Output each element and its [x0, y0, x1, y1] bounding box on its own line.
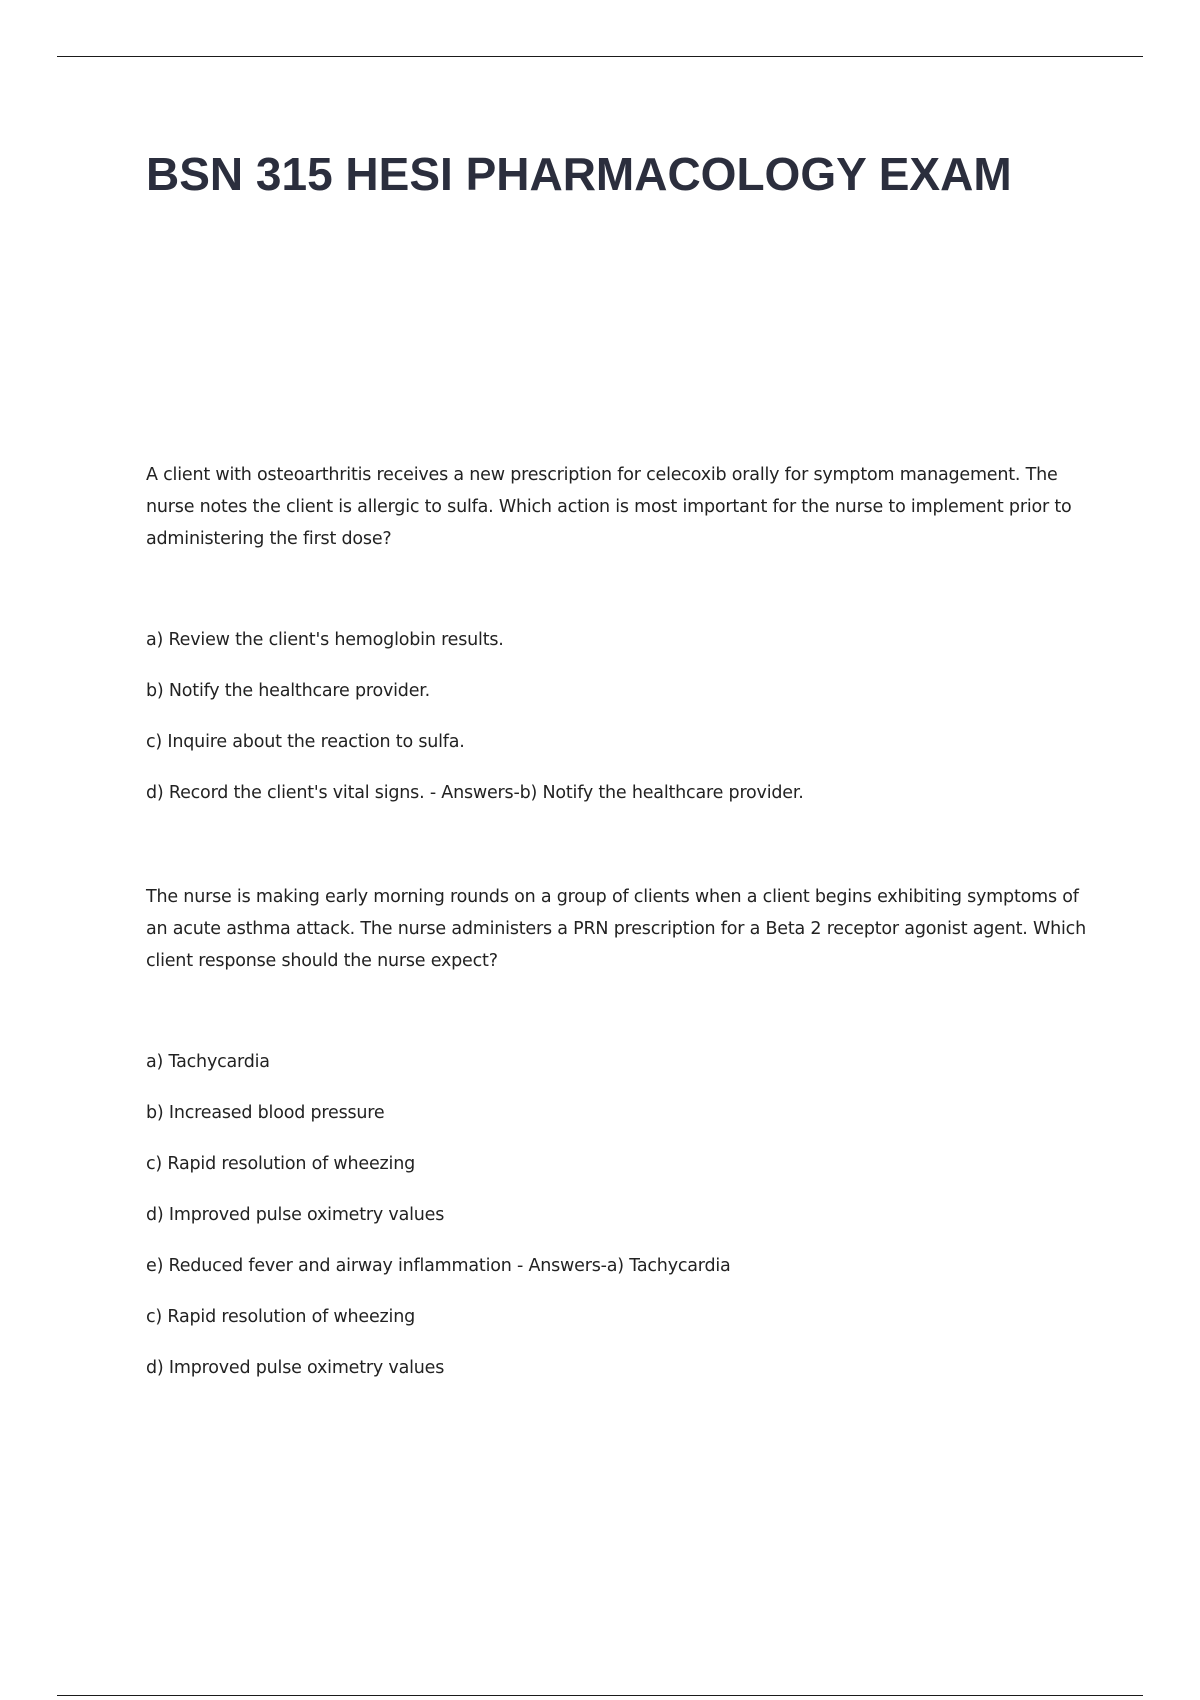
option-item: e) Reduced fever and airway inflammation - Answers-a) Tachycardia — [146, 1256, 731, 1276]
option-item: d) Improved pulse oximetry values — [146, 1358, 445, 1378]
option-item: c) Rapid resolution of wheezing — [146, 1154, 416, 1174]
question-2-options — [146, 1037, 1096, 1394]
header-rule — [57, 56, 1143, 57]
footer-rule — [57, 1695, 1143, 1696]
option-item: d) Improved pulse oximetry values — [146, 1205, 445, 1225]
option-item: a) Tachycardia — [146, 1052, 270, 1072]
option-item: c) Rapid resolution of wheezing — [146, 1307, 416, 1327]
option-item: a) Review the client's hemoglobin results. — [146, 630, 504, 650]
option-item: d) Record the client's vital signs. - Answers-b) Notify the healthcare provider. — [146, 783, 804, 803]
page-title: BSN 315 HESI PHARMACOLOGY EXAM — [146, 148, 1012, 200]
question-1-options — [146, 615, 1096, 819]
option-item: c) Inquire about the reaction to sulfa. — [146, 732, 465, 752]
option-item: b) Notify the healthcare provider. — [146, 681, 431, 701]
option-item: b) Increased blood pressure — [146, 1103, 385, 1123]
question-1-text: A client with osteoarthritis receives a new prescription for celecoxib orally for symptom management. The nurse notes the client is allergic to sulfa. Which action is most important for the nurse to implement prior to administering the first dose? — [146, 465, 1072, 549]
question-2-text: The nurse is making early morning rounds on a group of clients when a client begins exhibiting symptoms of an acute asthma attack. The nurse administers a PRN prescription for a Beta 2 receptor agonist agent. Which client response should the nurse expect? — [146, 887, 1086, 971]
